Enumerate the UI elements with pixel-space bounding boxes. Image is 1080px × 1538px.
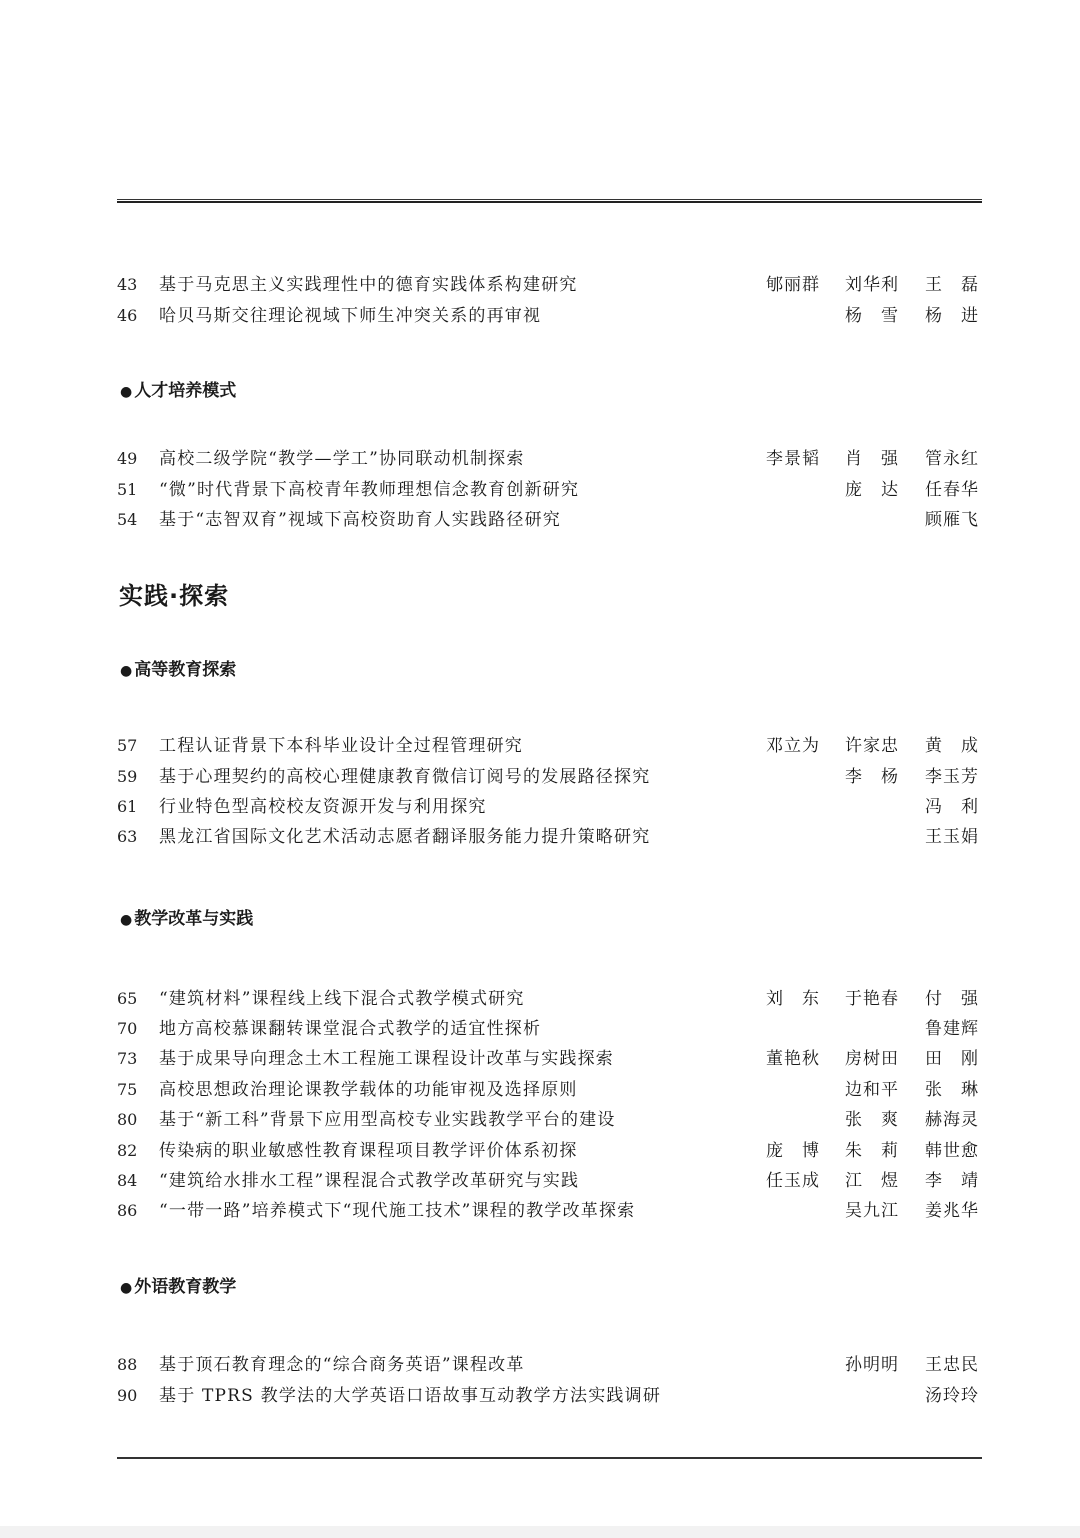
toc-entry[interactable] <box>117 984 982 1014</box>
toc-entry[interactable] <box>117 1075 982 1105</box>
page-number: 73 <box>117 1049 138 1068</box>
subsection-heading <box>120 376 236 401</box>
author: 杨 进 <box>925 306 979 326</box>
toc-entry[interactable] <box>117 731 982 761</box>
entry-title: 基于 TPRS 教学法的大学英语口语故事互动教学方法实践调研 <box>159 1386 662 1406</box>
author: 李景韬 <box>766 449 820 469</box>
page-number: 86 <box>117 1201 138 1220</box>
author: 管永红 <box>925 449 979 469</box>
bottom-rule <box>117 1457 982 1460</box>
page-number: 54 <box>117 510 138 529</box>
author: 王 磊 <box>925 275 979 295</box>
toc-entry[interactable] <box>117 1196 982 1226</box>
author: 任玉成 <box>766 1171 820 1191</box>
entry-title: “建筑材料”课程线上线下混合式教学模式研究 <box>159 989 525 1009</box>
author: 房树田 <box>845 1049 899 1069</box>
page-number: 84 <box>117 1171 138 1190</box>
scan-edge-band <box>0 1526 1080 1538</box>
page-number: 88 <box>117 1355 138 1374</box>
author: 黄 成 <box>925 736 979 756</box>
page-number: 59 <box>117 767 138 786</box>
author: 付 强 <box>925 989 979 1009</box>
toc-entry[interactable] <box>117 1166 982 1196</box>
author: 许家忠 <box>845 736 899 756</box>
author: 王玉娟 <box>925 827 979 847</box>
entry-title: 高校思想政治理论课教学载体的功能审视及选择原则 <box>159 1080 578 1100</box>
author: 庞 达 <box>845 480 899 500</box>
page-number: 80 <box>117 1110 138 1129</box>
entry-title: 基于顶石教育理念的“综合商务英语”课程改革 <box>159 1355 525 1375</box>
author: 姜兆华 <box>925 1201 979 1221</box>
toc-entry[interactable] <box>117 792 982 822</box>
author: 韩世愈 <box>925 1141 979 1161</box>
page-number: 75 <box>117 1080 138 1099</box>
entry-title: 黑龙江省国际文化艺术活动志愿者翻译服务能力提升策略研究 <box>159 827 651 847</box>
author: 郇丽群 <box>766 275 820 295</box>
author: 吴九江 <box>845 1201 899 1221</box>
page-number: 63 <box>117 827 138 846</box>
toc-entry[interactable] <box>117 270 982 300</box>
bullet-dot-icon: ● <box>120 912 133 928</box>
entry-title: 基于“志智双育”视域下高校资助育人实践路径研究 <box>159 510 561 530</box>
toc-entry[interactable] <box>117 1136 982 1166</box>
toc-entry[interactable] <box>117 475 982 505</box>
entry-title: 工程认证背景下本科毕业设计全过程管理研究 <box>159 736 523 756</box>
bullet-dot-icon: ● <box>120 384 133 400</box>
toc-entry[interactable] <box>117 1381 982 1411</box>
page-number: 90 <box>117 1386 138 1405</box>
toc-entry[interactable] <box>117 1044 982 1074</box>
toc-entry[interactable] <box>117 1105 982 1135</box>
page-number: 43 <box>117 275 138 294</box>
author: 任春华 <box>925 480 979 500</box>
author: 邓立为 <box>766 736 820 756</box>
subsection-label: 人才培养模式 <box>134 381 237 401</box>
subsection-heading <box>120 904 253 929</box>
author: 李 杨 <box>845 767 899 787</box>
toc-entry[interactable] <box>117 822 982 852</box>
author: 李玉芳 <box>925 767 979 787</box>
author: 王忠民 <box>925 1355 979 1375</box>
page-number: 82 <box>117 1141 138 1160</box>
author: 张 琳 <box>925 1080 979 1100</box>
author: 张 爽 <box>845 1110 899 1130</box>
author: 赫海灵 <box>925 1110 979 1130</box>
bullet-dot-icon: ● <box>120 1280 133 1296</box>
author: 肖 强 <box>845 449 899 469</box>
page-number: 57 <box>117 736 138 755</box>
page-number: 51 <box>117 480 138 499</box>
entry-title: 行业特色型高校校友资源开发与利用探究 <box>159 797 487 817</box>
author: 江 煜 <box>845 1171 899 1191</box>
toc-entry[interactable] <box>117 1350 982 1380</box>
author: 庞 博 <box>766 1141 820 1161</box>
section-title: 实践·探索 <box>119 582 230 610</box>
author: 鲁建辉 <box>925 1019 979 1039</box>
author: 孙明明 <box>845 1355 899 1375</box>
entry-title: 基于成果导向理念土木工程施工课程设计改革与实践探索 <box>159 1049 614 1069</box>
toc-entry[interactable] <box>117 444 982 474</box>
subsection-heading <box>120 1272 236 1297</box>
author: 汤玲玲 <box>925 1386 979 1406</box>
author: 边和平 <box>845 1080 899 1100</box>
toc-entry[interactable] <box>117 762 982 792</box>
subsection-heading <box>120 655 236 680</box>
author: 冯 利 <box>925 797 979 817</box>
author: 田 刚 <box>925 1049 979 1069</box>
toc-entry[interactable] <box>117 505 982 535</box>
entry-title: “建筑给水排水工程”课程混合式教学改革研究与实践 <box>159 1171 580 1191</box>
subsection-label: 外语教育教学 <box>134 1277 237 1297</box>
author: 于艳春 <box>845 989 899 1009</box>
page-number: 49 <box>117 449 138 468</box>
subsection-label: 高等教育探索 <box>134 660 237 680</box>
top-double-rule <box>117 199 982 203</box>
page-number: 70 <box>117 1019 138 1038</box>
entry-title: 基于心理契约的高校心理健康教育微信订阅号的发展路径探究 <box>159 767 651 787</box>
author: 刘华利 <box>845 275 899 295</box>
page-number: 46 <box>117 306 138 325</box>
entry-title: 传染病的职业敏感性教育课程项目教学评价体系初探 <box>159 1141 578 1161</box>
author: 顾雁飞 <box>925 510 979 530</box>
toc-entry[interactable] <box>117 1014 982 1044</box>
entry-title: 哈贝马斯交往理论视域下师生冲突关系的再审视 <box>159 306 542 326</box>
bullet-dot-icon: ● <box>120 663 133 679</box>
entry-title: 地方高校慕课翻转课堂混合式教学的适宜性探析 <box>159 1019 542 1039</box>
author: 刘 东 <box>766 989 820 1009</box>
entry-title: 高校二级学院“教学—学工”协同联动机制探索 <box>159 449 525 469</box>
page-number: 61 <box>117 797 138 816</box>
author: 杨 雪 <box>845 306 899 326</box>
author: 朱 莉 <box>845 1141 899 1161</box>
page-number: 65 <box>117 989 138 1008</box>
toc-entry[interactable] <box>117 301 982 331</box>
author: 董艳秋 <box>766 1049 820 1069</box>
entry-title: “微”时代背景下高校青年教师理想信念教育创新研究 <box>159 480 580 500</box>
entry-title: 基于“新工科”背景下应用型高校专业实践教学平台的建设 <box>159 1110 616 1130</box>
entry-title: 基于马克思主义实践理性中的德育实践体系构建研究 <box>159 275 578 295</box>
subsection-label: 教学改革与实践 <box>134 909 254 929</box>
entry-title: “一带一路”培养模式下“现代施工技术”课程的教学改革探索 <box>159 1201 636 1221</box>
author: 李 靖 <box>925 1171 979 1191</box>
